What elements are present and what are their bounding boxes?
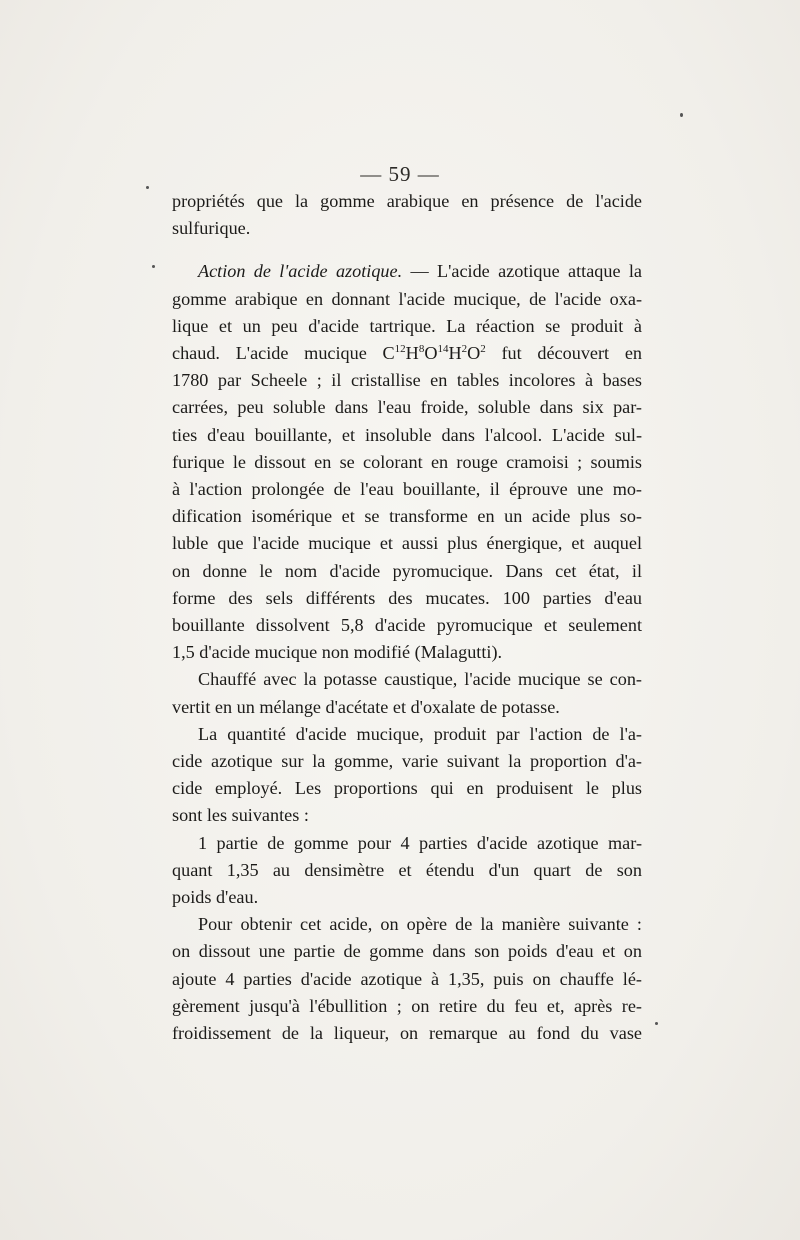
text-line: bouillante dissolvent 5,8 d'acide pyromucique et seulement xyxy=(172,615,642,636)
text-line: luble que l'acide mucique et aussi plus énergique, et auquel xyxy=(172,533,642,554)
text-line: sulfurique. xyxy=(172,218,251,239)
paper-speck xyxy=(655,1022,658,1025)
text-line: 1,5 d'acide mucique non modifié (Malagutti). xyxy=(172,642,503,663)
text-line: ties d'eau bouillante, et insoluble dans l'alcool. L'acide sul- xyxy=(172,424,642,445)
text-line: vertit en un mélange d'acétate et d'oxalate de potasse. xyxy=(172,696,560,717)
text-line: 1 partie de gomme pour 4 parties d'acide azotique mar- xyxy=(198,832,642,853)
formula-line: chaud. L'acide mucique $C^{12}H^8O^{14}H^2O^2$ fut découvert en xyxy=(172,343,642,364)
text-line: 1780 par Scheele ; il cristallise en tables incolores à bases xyxy=(172,370,642,391)
text-line: à l'action prolongée de l'eau bouillante, il éprouve une mo- xyxy=(172,479,642,500)
text-line: on dissout une partie de gomme dans son poids d'eau et on xyxy=(172,941,642,962)
text-line: Chauffé avec la potasse caustique, l'acide mucique se con- xyxy=(198,669,642,690)
text-line: Pour obtenir cet acide, on opère de la manière suivante : xyxy=(198,914,642,935)
text-line: cide azotique sur la gomme, varie suivant la proportion d'a- xyxy=(172,751,642,772)
text-line: gomme arabique en donnant l'acide mucique, de l'acide oxa- xyxy=(172,288,642,309)
paper-speck xyxy=(680,113,683,117)
text-line: carrées, peu soluble dans l'eau froide, soluble dans six par- xyxy=(172,397,642,418)
text-line: froidissement de la liqueur, on remarque au fond du vase xyxy=(172,1023,642,1044)
text-line: furique le dissout en se colorant en rouge cramoisi ; soumis xyxy=(172,451,642,472)
text-line: propriétés que la gomme arabique en présence de l'acide xyxy=(172,191,642,211)
paragraph-gap xyxy=(172,242,642,258)
text-line: quant 1,35 au densimètre et étendu d'un quart de son xyxy=(172,859,642,880)
text-line: poids d'eau. xyxy=(172,887,259,908)
section-heading-line xyxy=(172,258,642,285)
text-line: La quantité d'acide mucique, produit par l'action de l'a- xyxy=(198,723,642,744)
text-line: cide employé. Les proportions qui en produisent le plus xyxy=(172,778,642,799)
body-text xyxy=(172,188,642,1047)
section-heading: Action de l'acide azotique. xyxy=(198,261,403,282)
text-line: ajoute 4 parties d'acide azotique à 1,35, puis on chauffe lé- xyxy=(172,968,642,989)
text-line: on donne le nom d'acide pyromucique. Dans cet état, il xyxy=(172,560,642,581)
text-run: — L'acide azotique attaque la xyxy=(402,261,642,282)
paper-speck xyxy=(146,186,149,189)
text-line: sont les suivantes : xyxy=(172,805,309,826)
text-line: forme des sels différents des mucates. 100 parties d'eau xyxy=(172,587,642,608)
page-number: — 59 — xyxy=(360,162,440,186)
text-line: lique et un peu d'acide tartrique. La réaction se produit à xyxy=(172,315,642,336)
paper-speck xyxy=(152,265,155,268)
text-line: dification isomérique et se transforme en un acide plus so- xyxy=(172,506,642,527)
text-line: gèrement jusqu'à l'ébullition ; on retire du feu et, après re- xyxy=(172,995,642,1016)
